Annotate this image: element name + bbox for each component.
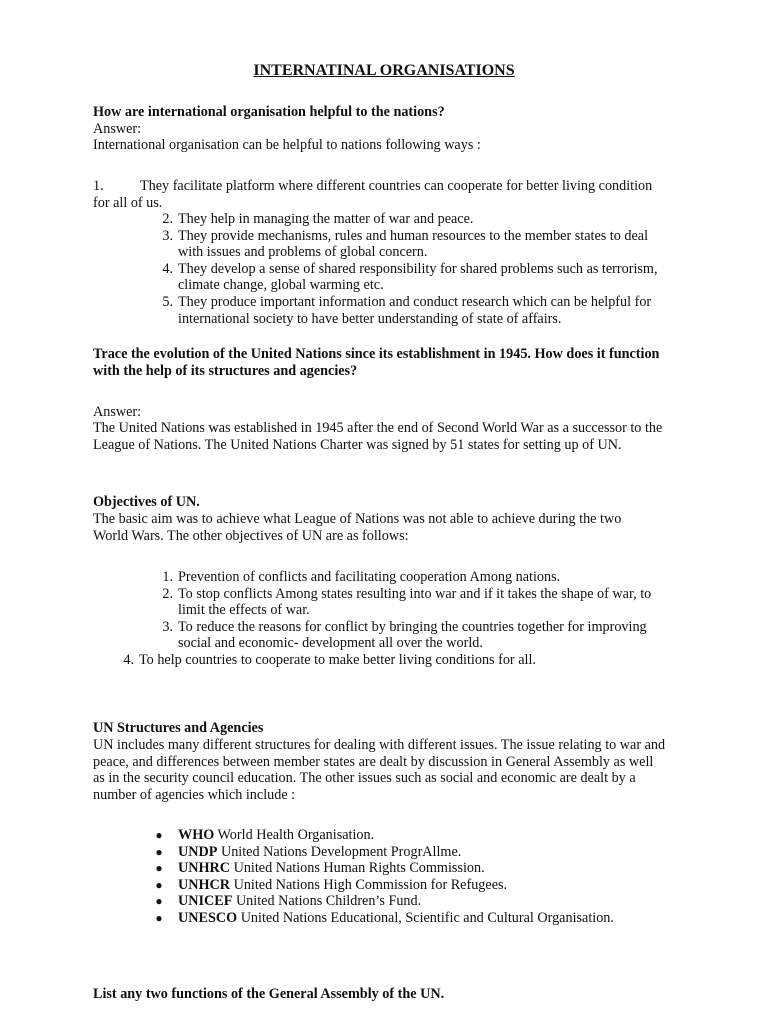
list-text: To help countries to cooperate to make better living conditions for all. xyxy=(139,652,536,668)
objectives-list xyxy=(162,569,658,652)
list-text: They produce important information and conduct research which can be helpful for international society to have better understanding of state of affairs. xyxy=(178,293,652,327)
agency-abbr: UNHRC xyxy=(178,860,231,877)
agency-name: United Nations High Commission for Refugees. xyxy=(230,876,508,893)
list-text: Prevention of conflicts and facilitating cooperation Among nations. xyxy=(178,569,561,585)
agency-abbr: UNESCO xyxy=(178,909,238,926)
bullet-icon: ● xyxy=(155,894,163,909)
objectives-list-continued xyxy=(123,652,659,669)
question-2: Trace the evolution of the United Nations since its establishment in 1945. How does it function with the help of its structures and agencies? xyxy=(93,346,660,379)
bullet-icon: ● xyxy=(155,910,163,925)
agency-abbr: WHO xyxy=(178,827,215,843)
list-number: 1. xyxy=(162,569,173,585)
list-text: They develop a sense of shared responsibility for shared problems such as terrorism, climate change, global warming etc. xyxy=(178,260,658,294)
agency-abbr: UNICEF xyxy=(178,893,233,910)
list-item xyxy=(155,909,678,927)
list-item xyxy=(93,178,653,211)
agency-abbr: UNHCR xyxy=(178,876,231,893)
agency-name: United Nations Educational, Scientific and Cultural Organisation. xyxy=(237,909,614,926)
structures-heading: UN Structures and Agencies xyxy=(93,720,264,736)
answer-label-1: Answer: xyxy=(93,121,142,137)
list-item xyxy=(155,876,678,894)
list-item xyxy=(162,569,658,586)
list-item xyxy=(155,827,678,844)
agency-name: United Nations Children’s Fund. xyxy=(232,893,422,910)
list-item xyxy=(155,843,678,861)
list-item xyxy=(162,227,668,261)
agency-name: United Nations Human Rights Commission. xyxy=(230,860,485,877)
bullet-icon: ● xyxy=(155,861,163,876)
list-number: 2. xyxy=(162,211,173,227)
bullet-icon: ● xyxy=(155,844,163,859)
answer-label-2: Answer: xyxy=(93,404,142,420)
objectives-intro: The basic aim was to achieve what League of Nations was not able to achieve during the two World Wars. The other objectives of UN are as follows: xyxy=(93,511,622,544)
list-number: 2. xyxy=(162,585,173,602)
list-item xyxy=(162,260,668,294)
list-item xyxy=(123,652,659,669)
answer-intro-1: International organisation can be helpful to nations following ways : xyxy=(93,137,481,153)
functions-list xyxy=(162,211,668,327)
structures-intro: UN includes many different structures for dealing with different issues. The issue relating to war and peace, and differences between member states are dealt by discussion in General Assembly as well as in the security council education. The other issues such as social and economic are dealt by a number of agencies which include : xyxy=(93,737,666,803)
list-number: 1. xyxy=(93,178,104,194)
list-item xyxy=(155,860,678,877)
list-number: 5. xyxy=(162,293,173,310)
list-number: 3. xyxy=(162,618,173,635)
list-text: They facilitate platform where different countries can cooperate for better living condition for all of us. xyxy=(93,178,653,211)
list-number: 3. xyxy=(162,227,173,244)
list-text: To reduce the reasons for conflict by bringing the countries together for improving social and economic- development all over the world. xyxy=(178,618,647,652)
objectives-heading: Objectives of UN. xyxy=(93,494,200,510)
list-item xyxy=(162,293,668,327)
list-number: 4. xyxy=(123,652,134,668)
list-item xyxy=(162,618,658,652)
list-text: They provide mechanisms, rules and human resources to the member states to deal with issues and problems of global concern. xyxy=(178,227,649,261)
list-text: They help in managing the matter of war and peace. xyxy=(178,211,474,227)
list-item xyxy=(162,585,658,619)
list-text: To stop conflicts Among states resulting into war and if it takes the shape of war, to limit the effects of war. xyxy=(178,585,652,619)
list-item xyxy=(155,893,678,910)
list-item xyxy=(162,211,668,228)
agency-name: World Health Organisation. xyxy=(214,827,375,843)
agencies-list xyxy=(155,827,678,927)
answer-text-2: The United Nations was established in 1945 after the end of Second World War as a successor to the League of Nations. The United Nations Charter was signed by 51 states for setting up of UN. xyxy=(93,420,663,453)
bullet-icon: ● xyxy=(155,877,163,892)
document-title: INTERNATINAL ORGANISATIONS xyxy=(253,62,515,79)
agency-abbr: UNDP xyxy=(178,843,218,860)
list-number: 4. xyxy=(162,260,173,277)
agency-name: United Nations Development ProgrAllme. xyxy=(217,843,462,860)
question-3: List any two functions of the General Assembly of the UN. xyxy=(93,986,445,1002)
question-1: How are international organisation helpful to the nations? xyxy=(93,104,445,120)
bullet-icon: ● xyxy=(155,828,163,842)
